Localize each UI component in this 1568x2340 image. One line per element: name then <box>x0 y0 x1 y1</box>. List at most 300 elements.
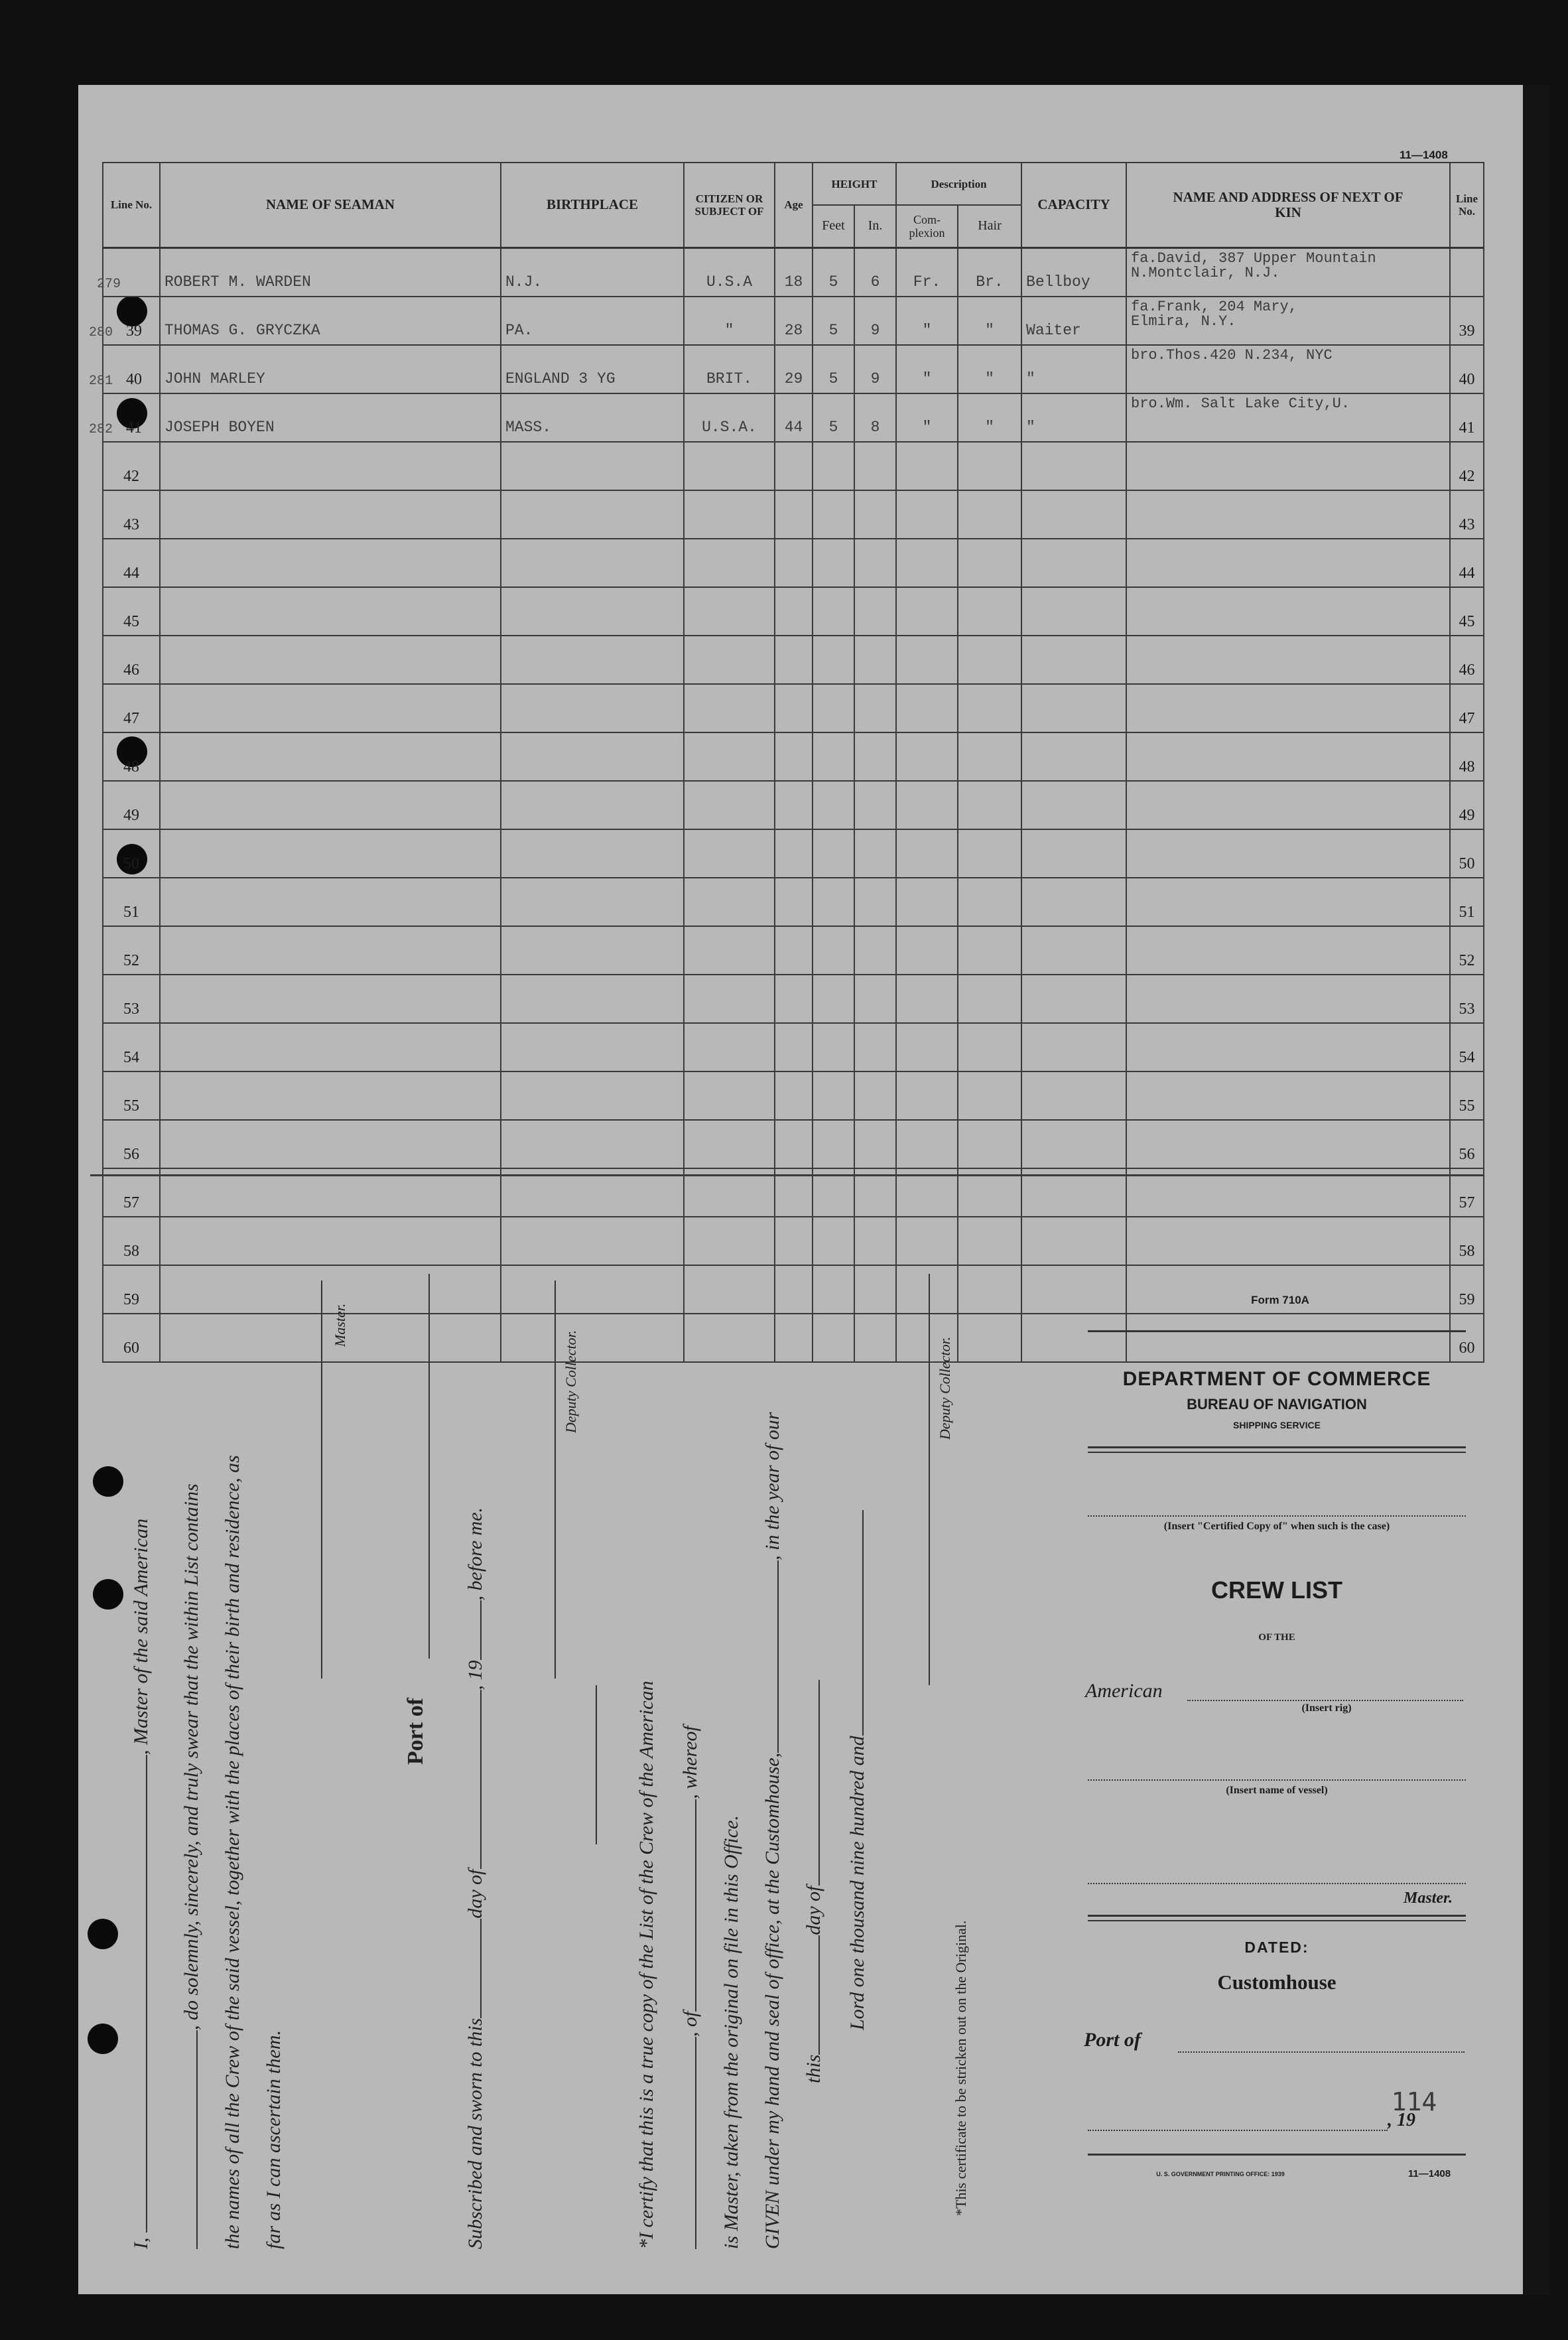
table-row <box>103 1023 1484 1071</box>
form-number-bottom: 11—1408 <box>1407 2168 1451 2179</box>
table-row <box>103 684 1484 732</box>
height-inches <box>854 1023 896 1071</box>
line-number-value: 43 <box>123 516 139 533</box>
line-number-right: 53 <box>1450 975 1484 1023</box>
table-row <box>103 878 1484 926</box>
complexion <box>896 975 958 1023</box>
birthplace: N.J. <box>501 247 684 297</box>
height-feet: 5 <box>813 345 854 393</box>
age <box>775 829 813 878</box>
american-label: American <box>1085 1680 1163 1702</box>
next-of-kin <box>1126 1023 1450 1071</box>
height-feet <box>813 684 854 732</box>
hair <box>958 975 1021 1023</box>
seaman-name <box>160 587 501 636</box>
age <box>775 636 813 684</box>
line-number-right: 60 <box>1450 1314 1484 1362</box>
hair <box>958 1071 1021 1120</box>
complexion <box>896 829 958 878</box>
height-inches: 9 <box>854 297 896 345</box>
birthplace <box>501 926 684 975</box>
birthplace <box>501 1265 684 1314</box>
oath-port-of: Port of <box>403 1697 428 1765</box>
age <box>775 442 813 490</box>
citizenship <box>684 829 775 878</box>
line-number-right: 49 <box>1450 781 1484 829</box>
seaman-name <box>160 1120 501 1168</box>
line-no-header: Line No. <box>103 163 160 247</box>
certify-line-2: , of, whereof <box>679 1726 702 2249</box>
birthplace <box>501 732 684 781</box>
height-feet: 5 <box>813 297 854 345</box>
age <box>775 1314 813 1362</box>
line-number <box>103 490 160 539</box>
birthplace <box>501 1071 684 1120</box>
subscribed-line: Subscribed and sworn to thisday of, 19, before me. <box>464 1507 486 2249</box>
capacity-header: CAPACITY <box>1021 163 1126 247</box>
complexion <box>896 442 958 490</box>
seaman-name <box>160 1314 501 1362</box>
seaman-name <box>160 829 501 878</box>
line-number-value: 44 <box>123 564 139 582</box>
seaman-name: JOSEPH BOYEN <box>160 393 501 442</box>
line-number-value: 48 <box>123 758 139 776</box>
table-row <box>103 732 1484 781</box>
hair <box>958 1265 1021 1314</box>
line-number <box>103 1265 160 1314</box>
height-feet <box>813 636 854 684</box>
birthplace <box>501 1023 684 1071</box>
height-feet <box>813 1314 854 1362</box>
height-feet <box>813 732 854 781</box>
table-row <box>103 490 1484 539</box>
line-number-value: 60 <box>123 1339 139 1357</box>
punch-hole <box>88 1919 118 1949</box>
height-feet <box>813 1023 854 1071</box>
birthplace <box>501 781 684 829</box>
height-feet <box>813 442 854 490</box>
height-feet <box>813 539 854 587</box>
birthplace <box>501 1120 684 1168</box>
citizenship: " <box>684 297 775 345</box>
complexion <box>896 684 958 732</box>
birthplace <box>501 829 684 878</box>
line-number-right: 44 <box>1450 539 1484 587</box>
height-inches <box>854 1265 896 1314</box>
seaman-name: JOHN MARLEY <box>160 345 501 393</box>
line-number <box>103 781 160 829</box>
line-number <box>103 442 160 490</box>
line-number-right: 39 <box>1450 297 1484 345</box>
complexion <box>896 1217 958 1265</box>
certify-line-3: is Master, taken from the original on file in this Office. <box>720 1815 742 2249</box>
citizenship <box>684 636 775 684</box>
complexion <box>896 1071 958 1120</box>
next-of-kin <box>1126 539 1450 587</box>
dated-label: DATED: <box>1244 1939 1309 1956</box>
handwritten-number: 114 <box>1391 2087 1437 2116</box>
feet-header: Feet <box>813 205 854 247</box>
hair: Br. <box>958 247 1021 297</box>
complexion <box>896 1023 958 1071</box>
cover-rule <box>1088 2154 1466 2156</box>
height-inches <box>854 636 896 684</box>
height-feet <box>813 1071 854 1120</box>
line-number-right: 55 <box>1450 1071 1484 1120</box>
capacity: " <box>1021 393 1126 442</box>
line-number-right: 45 <box>1450 587 1484 636</box>
citizenship <box>684 781 775 829</box>
insert-certified-note: (Insert "Certified Copy of" when such is the case) <box>1163 1521 1390 1532</box>
height-feet <box>813 587 854 636</box>
capacity <box>1021 975 1126 1023</box>
age-header: Age <box>775 163 813 247</box>
height-inches: 8 <box>854 393 896 442</box>
complexion <box>896 878 958 926</box>
line-number-right: 56 <box>1450 1120 1484 1168</box>
line-number-right: 41 <box>1450 393 1484 442</box>
height-feet <box>813 878 854 926</box>
table-row <box>103 1314 1484 1362</box>
citizen-header: CITIZEN OR SUBJECT OF <box>684 163 775 247</box>
next-of-kin-line-2: N.Montclair, N.J. <box>1131 264 1280 281</box>
line-number <box>103 1217 160 1265</box>
cover-rule <box>1088 1452 1466 1453</box>
complexion <box>896 1265 958 1314</box>
seaman-name <box>160 1071 501 1120</box>
line-number <box>88 297 160 345</box>
height-feet <box>813 1120 854 1168</box>
table-row <box>103 345 1484 393</box>
hair <box>958 1314 1021 1362</box>
next-of-kin <box>1126 684 1450 732</box>
birthplace <box>501 539 684 587</box>
table-row <box>103 587 1484 636</box>
birthplace <box>501 878 684 926</box>
next-of-kin-header: NAME AND ADDRESS OF NEXT OF KIN <box>1126 163 1450 247</box>
line-number <box>103 829 160 878</box>
next-of-kin <box>1126 490 1450 539</box>
next-of-kin <box>1126 829 1450 878</box>
capacity: Waiter <box>1021 297 1126 345</box>
seaman-name <box>160 684 501 732</box>
complexion <box>896 1120 958 1168</box>
line-number <box>103 926 160 975</box>
line-number-right: 47 <box>1450 684 1484 732</box>
height-inches <box>854 1314 896 1362</box>
next-of-kin-line-1: fa.Frank, 204 Mary, <box>1131 298 1297 315</box>
capacity <box>1021 926 1126 975</box>
line-number <box>103 975 160 1023</box>
line-number-value: 40 <box>126 370 142 388</box>
deputy-signature-line-1 <box>555 1280 556 1679</box>
capacity <box>1021 829 1126 878</box>
height-inches <box>854 732 896 781</box>
birthplace <box>501 1314 684 1362</box>
hair <box>958 829 1021 878</box>
height-feet <box>813 490 854 539</box>
height-inches <box>854 442 896 490</box>
seaman-name <box>160 636 501 684</box>
birthplace: ENGLAND 3 YG <box>501 345 684 393</box>
height-inches <box>854 975 896 1023</box>
hair <box>958 878 1021 926</box>
line-number-value: 41 <box>126 419 142 437</box>
age <box>775 781 813 829</box>
deputy-label-1: Deputy Collector. <box>562 1330 579 1433</box>
height-feet <box>813 781 854 829</box>
line-number-value: 52 <box>123 951 139 969</box>
height-inches <box>854 829 896 878</box>
height-feet: 5 <box>813 393 854 442</box>
citizenship <box>684 1120 775 1168</box>
capacity <box>1021 878 1126 926</box>
line-number-right: 43 <box>1450 490 1484 539</box>
line-number-value: 42 <box>123 467 139 485</box>
height-inches <box>854 1071 896 1120</box>
punch-hole <box>93 1579 123 1610</box>
table-row <box>103 781 1484 829</box>
height-inches <box>854 781 896 829</box>
line-number-value: 54 <box>123 1048 139 1066</box>
hair <box>958 684 1021 732</box>
height-inches <box>854 490 896 539</box>
hair-header: Hair <box>958 205 1021 247</box>
citizenship <box>684 684 775 732</box>
line-number-right: 40 <box>1450 345 1484 393</box>
oath-line-4: far as I can ascertain them. <box>263 2030 285 2249</box>
next-of-kin <box>1126 636 1450 684</box>
seaman-name <box>160 732 501 781</box>
table-row <box>103 829 1484 878</box>
age <box>775 1071 813 1120</box>
seaman-name: ROBERT M. WARDEN <box>160 247 501 297</box>
line-number-right: 58 <box>1450 1217 1484 1265</box>
master-signature-line <box>321 1280 322 1679</box>
age <box>775 1023 813 1071</box>
cover-rule <box>1088 1920 1466 1921</box>
line-number-value: 56 <box>123 1145 139 1163</box>
age <box>775 926 813 975</box>
certify-line-1: *I certify that this is a true copy of the List of the Crew of the American <box>635 1681 657 2249</box>
line-number-value: 50 <box>123 855 139 872</box>
height-header: HEIGHT <box>813 163 896 205</box>
citizenship <box>684 442 775 490</box>
line-number-right: 50 <box>1450 829 1484 878</box>
citizenship <box>684 587 775 636</box>
complexion <box>896 490 958 539</box>
hair <box>958 587 1021 636</box>
next-of-kin-line-1: bro.Wm. Salt Lake City,U. <box>1131 395 1350 412</box>
next-of-kin <box>1126 1120 1450 1168</box>
capacity <box>1021 442 1126 490</box>
complexion <box>896 732 958 781</box>
capacity <box>1021 1071 1126 1120</box>
line-number <box>88 345 160 393</box>
certify-line-4: GIVEN under my hand and seal of office, at the Customhouse,, in the year of our <box>761 1412 783 2249</box>
capacity <box>1021 1023 1126 1071</box>
next-of-kin <box>1126 297 1450 345</box>
age: 18 <box>775 247 813 297</box>
year-label: , 19 <box>1388 2110 1415 2130</box>
seaman-name <box>160 1023 501 1071</box>
line-number-value: 53 <box>123 1000 139 1018</box>
next-of-kin <box>1126 587 1450 636</box>
birthplace <box>501 975 684 1023</box>
birthplace-header: BIRTHPLACE <box>501 163 684 247</box>
complexion <box>896 636 958 684</box>
citizenship <box>684 539 775 587</box>
table-row <box>103 297 1484 345</box>
citizenship <box>684 1023 775 1071</box>
height-feet <box>813 829 854 878</box>
next-of-kin <box>1126 442 1450 490</box>
insert-name-note: (Insert name of vessel) <box>1226 1785 1328 1796</box>
next-of-kin-line-1: fa.David, 387 Upper Mountain <box>1131 249 1376 267</box>
line-number-value: 59 <box>123 1290 139 1308</box>
capacity <box>1021 1314 1126 1362</box>
capacity <box>1021 1217 1126 1265</box>
complexion <box>896 539 958 587</box>
height-inches <box>854 539 896 587</box>
crew-table <box>88 162 1484 1363</box>
height-feet <box>813 975 854 1023</box>
height-feet <box>813 1217 854 1265</box>
citizenship <box>684 1265 775 1314</box>
scan-border <box>1523 85 1549 2294</box>
certify-line-5: thisday of <box>803 1680 825 2083</box>
citizenship <box>684 926 775 975</box>
line-number-value: 45 <box>123 612 139 630</box>
cover-rule <box>1088 1446 1466 1448</box>
line-number <box>103 732 160 781</box>
age <box>775 975 813 1023</box>
age <box>775 539 813 587</box>
birthplace <box>501 442 684 490</box>
age <box>775 878 813 926</box>
height-feet: 5 <box>813 247 854 297</box>
complexion: " <box>896 393 958 442</box>
line-number-right: 54 <box>1450 1023 1484 1071</box>
citizenship <box>684 1071 775 1120</box>
line-number-right: 57 <box>1450 1168 1484 1217</box>
line-number <box>103 1023 160 1071</box>
line-number-value: 58 <box>123 1242 139 1260</box>
hair <box>958 781 1021 829</box>
master-line <box>1088 1883 1466 1884</box>
hair: " <box>958 345 1021 393</box>
height-inches <box>854 926 896 975</box>
port-line <box>1178 2051 1465 2053</box>
register-number: 282 <box>88 421 113 437</box>
table-row <box>103 247 1484 297</box>
hair <box>958 1023 1021 1071</box>
age: 44 <box>775 393 813 442</box>
line-number-right: 59 <box>1450 1265 1484 1314</box>
citizenship: U.S.A. <box>684 393 775 442</box>
description-header: Description <box>896 163 1021 205</box>
seaman-name <box>160 1217 501 1265</box>
crew-list-title: CREW LIST <box>1211 1576 1342 1604</box>
table-bottom-rule <box>90 1174 1484 1176</box>
table-row <box>103 539 1484 587</box>
complexion: Fr. <box>896 247 958 297</box>
height-inches: 6 <box>854 247 896 297</box>
line-number-right <box>1450 247 1484 297</box>
seaman-name <box>160 878 501 926</box>
complexion <box>896 781 958 829</box>
hair <box>958 442 1021 490</box>
citizenship <box>684 1314 775 1362</box>
line-number-value: 39 <box>126 322 142 340</box>
citizenship <box>684 1217 775 1265</box>
cover-rule <box>1088 1915 1466 1917</box>
form-number: 11—1408 <box>1400 149 1448 161</box>
oath-line-1: I, , Master of the said American <box>130 1518 152 2249</box>
oath-line-2: , do solemnly, sincerely, and truly swear that the within List contains <box>180 1483 203 2249</box>
table-row <box>103 926 1484 975</box>
line-number <box>88 393 160 442</box>
bureau-title: BUREAU OF NAVIGATION <box>1187 1396 1367 1412</box>
age <box>775 490 813 539</box>
register-number: 280 <box>88 324 113 340</box>
certificate-footnote: *This certificate to be stricken out on the Original. <box>952 1920 969 2216</box>
line-number-value: 49 <box>123 806 139 824</box>
capacity <box>1021 539 1126 587</box>
line-no-right-header: Line No. <box>1450 163 1484 247</box>
line-number-value: 55 <box>123 1097 139 1115</box>
next-of-kin-line-2: Elmira, N.Y. <box>1131 312 1236 330</box>
complexion <box>896 587 958 636</box>
line-number-right: 42 <box>1450 442 1484 490</box>
capacity <box>1021 732 1126 781</box>
birthplace <box>501 684 684 732</box>
table-row <box>103 442 1484 490</box>
line-number-value: 51 <box>123 903 139 921</box>
next-of-kin <box>1126 878 1450 926</box>
hair: " <box>958 297 1021 345</box>
line-number <box>103 1314 160 1362</box>
complexion <box>896 926 958 975</box>
capacity <box>1021 1120 1126 1168</box>
height-inches: 9 <box>854 345 896 393</box>
divider-line <box>596 1685 597 1844</box>
hair <box>958 732 1021 781</box>
next-of-kin <box>1126 247 1450 297</box>
next-of-kin <box>1126 1217 1450 1265</box>
of-the: OF THE <box>1258 1632 1295 1643</box>
age <box>775 587 813 636</box>
next-of-kin <box>1126 926 1450 975</box>
table-row <box>103 975 1484 1023</box>
master-label: Master. <box>332 1303 348 1347</box>
age <box>775 1265 813 1314</box>
line-number-value: 46 <box>123 661 139 679</box>
punch-hole <box>88 2024 118 2054</box>
line-number-right: 52 <box>1450 926 1484 975</box>
birthplace: MASS. <box>501 393 684 442</box>
name-header: NAME OF SEAMAN <box>160 163 501 247</box>
seaman-name <box>160 442 501 490</box>
inches-header: In. <box>854 205 896 247</box>
table-row <box>103 1120 1484 1168</box>
department-title: DEPARTMENT OF COMMERCE <box>1122 1368 1431 1390</box>
register-number: 281 <box>88 373 113 389</box>
certified-copy-line <box>1088 1515 1466 1517</box>
height-feet <box>813 926 854 975</box>
next-of-kin-line-1: bro.Thos.420 N.234, NYC <box>1131 346 1333 364</box>
height-inches <box>854 587 896 636</box>
